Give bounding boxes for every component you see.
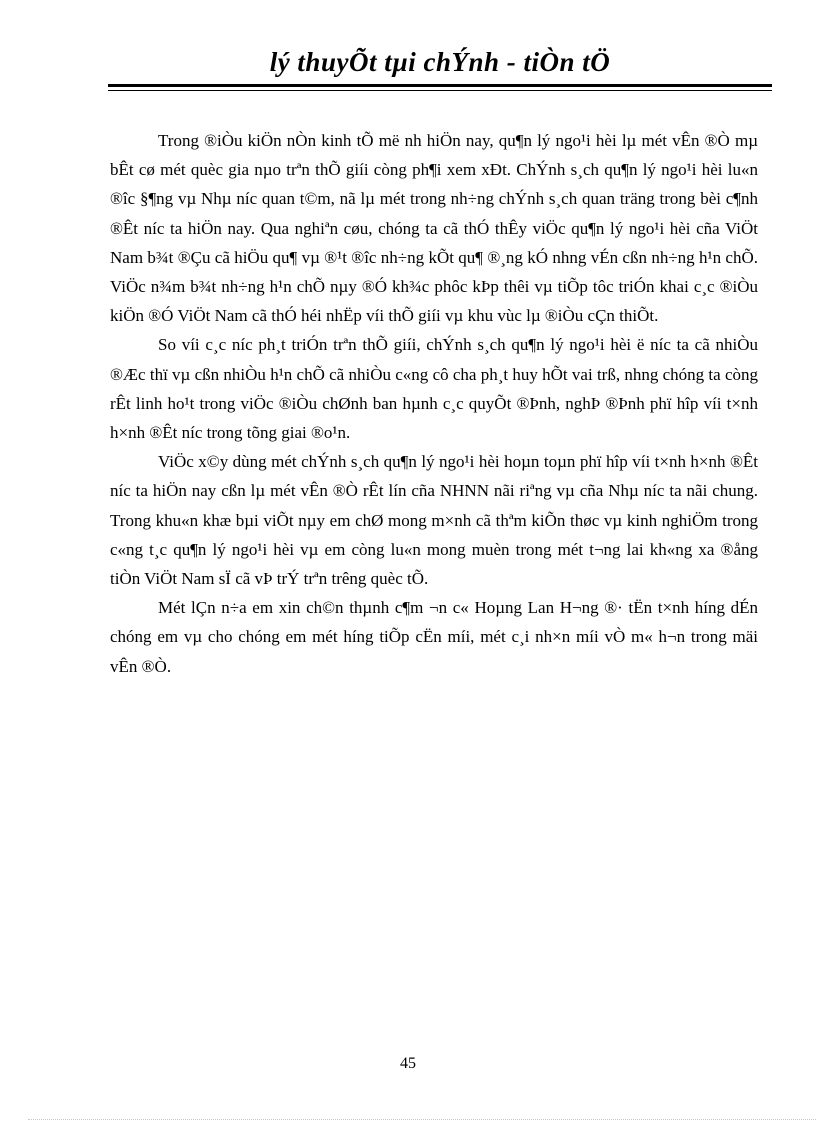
running-header-title: lý thuyÕt tµi chÝnh - tiÒn tÖ: [269, 47, 611, 77]
footer-dotted-rule: [28, 1119, 816, 1120]
paragraph-4: Mét lÇn n÷a em xin ch©n thµnh c¶m ¬n c« Hoµng Lan H¬ng ®· tËn t×nh híng dÉn chóng em vµ cho chóng em mét híng tiÕp cËn míi, mét c¸i nh×n míi vÒ m« h¬n trong mäi vÊn ®Ò.: [110, 598, 758, 676]
body-text: [110, 126, 758, 681]
paragraph-2: So víi c¸c níc ph¸t triÓn trªn thÕ giíi, chÝnh s¸ch qu¶n lý ngo¹i hèi ë níc ta cã nhiÒu ®Æc thï vµ cßn nhiÒu h¹n chÕ cã nhiÒu c«ng cô cha ph¸t huy hÕt vai trß, nhng chóng ta còng rÊt linh ho¹t trong viÖc ®iÒu chØnh ban hµnh c¸c quyÕt ®Þnh, nghÞ ®Þnh phï hîp víi t×nh h×nh ®Êt níc trong tõng giai ®o¹n.: [110, 335, 758, 443]
paragraph-1: Trong ®iÒu kiÖn nÒn kinh tÕ më nh hiÖn nay, qu¶n lý ngo¹i hèi lµ mét vÊn ®Ò mµ bÊt cø mét quèc gia nµo trªn thÕ giíi còng ph¶i xem xÐt. ChÝnh s¸ch qu¶n lý ngo¹i hèi lu«n ®îc §¶ng vµ Nhµ níc quan t©m, nã lµ mét trong nh÷ng chÝnh s¸ch quan träng trong bèi c¶nh ®Êt níc ta hiÖn nay. Qua nghiªn cøu, chóng ta cã thÓ thÊy viÖc qu¶n lý ngo¹i hèi cña ViÖt Nam b¾t ®Çu cã hiÖu qu¶ vµ ®¹t ®îc nh÷ng kÕt qu¶ ®¸ng kÓ nhng vÉn cßn nh÷ng h¹n chÕ. ViÖc n¾m b¾t nh÷ng h¹n chÕ nµy ®Ó kh¾c phôc kÞp thêi vµ tiÕp tôc triÓn khai c¸c ®iÒu kiÖn ®Ó ViÖt Nam cã thÓ héi nhËp víi thÕ giíi vµ khu vùc lµ ®iÒu cÇn thiÕt.: [110, 131, 758, 326]
paragraph-3: ViÖc x©y dùng mét chÝnh s¸ch qu¶n lý ngo¹i hèi hoµn toµn phï hîp víi t×nh h×nh ®Êt níc ta hiÖn nay cßn lµ mét vÊn ®Ò rÊt lín cña NHNN nãi riªng vµ cña Nhµ níc ta nãi chung. Trong khu«n khæ bµi viÕt nµy em chØ mong m×nh cã thªm kiÕn thøc vµ kinh nghiÖm trong c«ng t¸c qu¶n lý ngo¹i hèi vµ em còng lu«n mong muèn trong mét t¬ng lai kh«ng xa ®ång tiÒn ViÖt Nam sÏ cã vÞ trÝ trªn trêng quèc tÕ.: [110, 452, 758, 589]
header-rule-thick: [108, 84, 772, 87]
page-number: 45: [400, 1055, 416, 1072]
header-rule-thin: [108, 90, 772, 91]
